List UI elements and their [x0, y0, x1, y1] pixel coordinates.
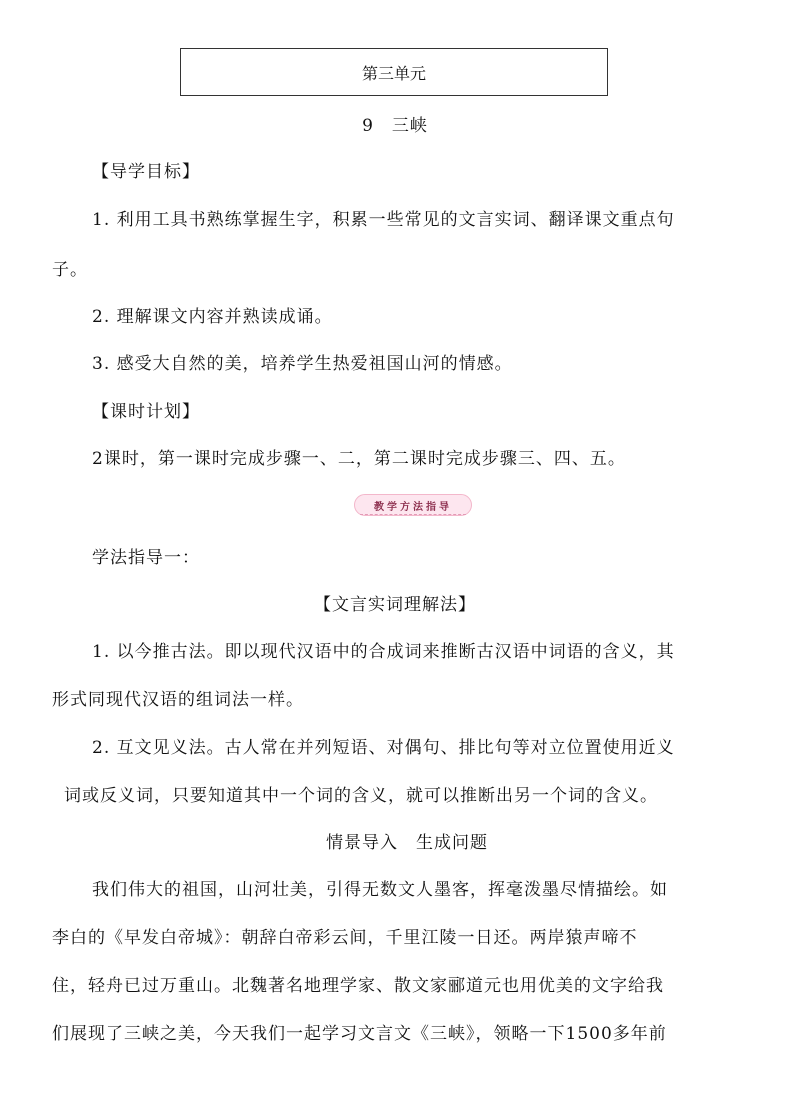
goal-1-line-1: 1. 利用工具书熟练掌握生字，积累一些常见的文言实词、翻译课文重点句: [92, 210, 675, 230]
method-1-line-1: 1. 以今推古法。即以现代汉语中的合成词来推断古汉语中词语的含义，其: [92, 642, 675, 662]
goal-3: 3. 感受大自然的美，培养学生热爱祖国山河的情感。: [92, 354, 513, 374]
intro-line-3: 住，轻舟已过万重山。北魏著名地理学家、散文家郦道元也用优美的文字给我: [52, 976, 664, 996]
lesson-title: 9 三峡: [362, 116, 428, 136]
method-1-line-2: 形式同现代汉语的组词法一样。: [52, 690, 304, 710]
goal-1-line-2: 子。: [52, 260, 88, 280]
badge-divider: [360, 514, 466, 515]
goal-2: 2. 理解课文内容并熟读成诵。: [92, 307, 333, 327]
intro-line-4: 们展现了三峡之美，今天我们一起学习文言文《三峡》，领略一下1500多年前: [52, 1024, 667, 1044]
intro-heading: 情景导入 生成问题: [326, 833, 488, 853]
method-title: 【文言实词理解法】: [314, 595, 476, 615]
intro-line-2: 李白的《早发白帝城》：朝辞白帝彩云间，千里江陵一日还。两岸猿声啼不: [52, 928, 638, 948]
method-intro: 学法指导一：: [92, 548, 200, 568]
plan-heading: 【课时计划】: [92, 402, 200, 422]
unit-title-box: [180, 48, 608, 96]
intro-line-1: 我们伟大的祖国，山河壮美，引得无数文人墨客，挥毫泼墨尽情描绘。如: [92, 880, 668, 900]
plan-text: 2课时，第一课时完成步骤一、二，第二课时完成步骤三、四、五。: [92, 449, 626, 469]
method-2-line-2: 词或反义词，只要知道其中一个词的含义，就可以推断出另一个词的含义。: [64, 786, 658, 806]
teaching-method-badge: 教学方法指导: [354, 494, 472, 516]
goals-heading: 【导学目标】: [92, 162, 200, 182]
method-2-line-1: 2. 互文见义法。古人常在并列短语、对偶句、排比句等对立位置使用近义: [92, 738, 675, 758]
unit-title: 第三单元: [361, 63, 426, 83]
